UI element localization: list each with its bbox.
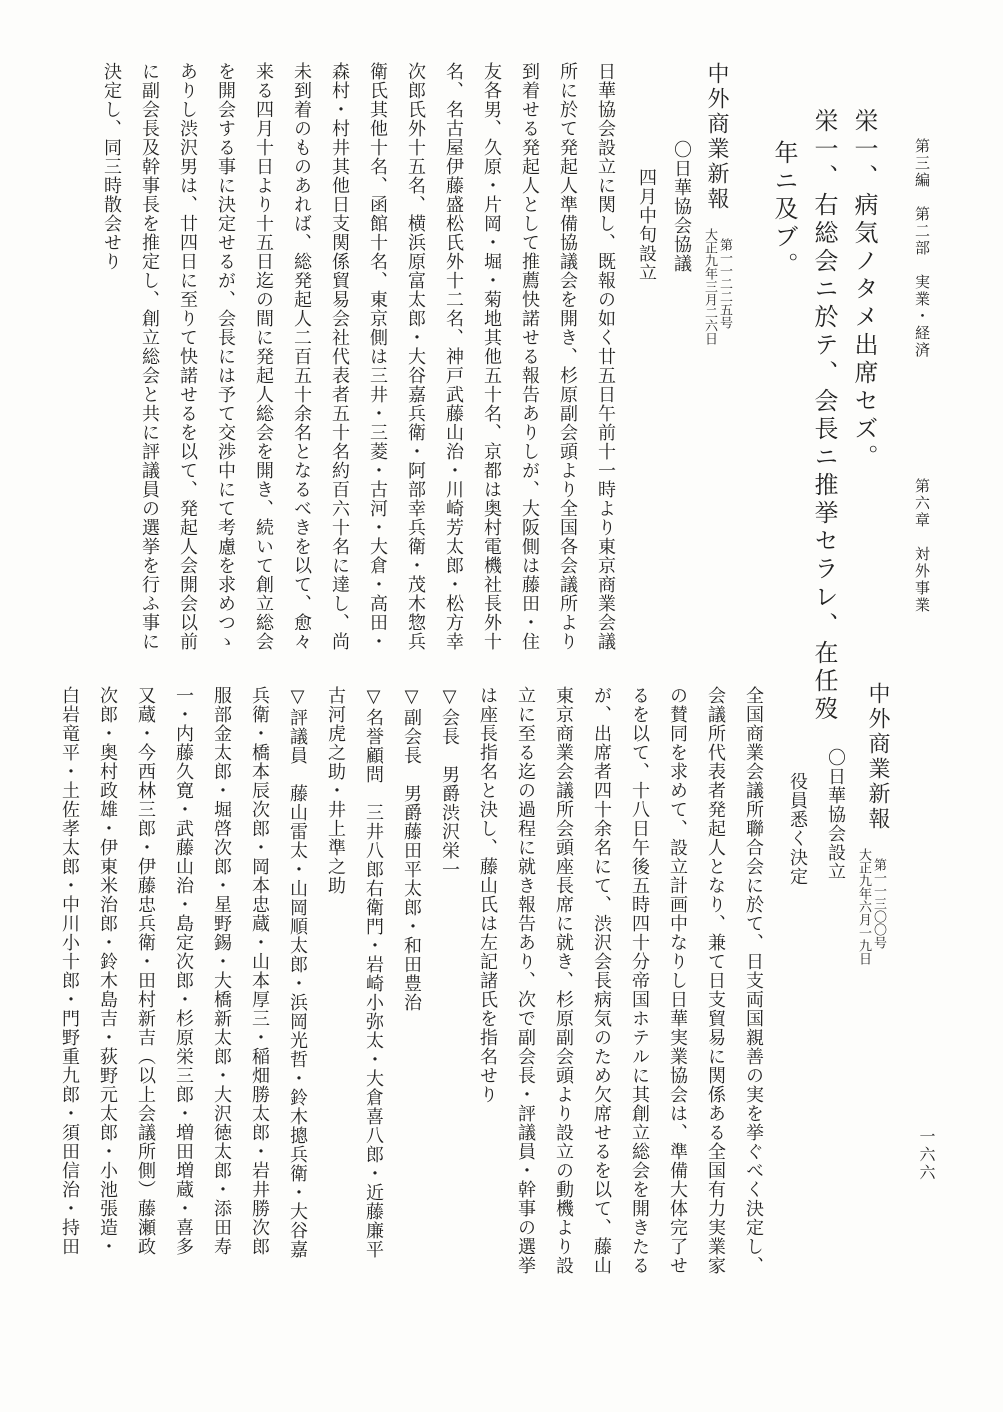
- article2-line: が、出席者四十余名にて、渋沢会長病気のため欠席せるを以て、藤山: [591, 686, 612, 1275]
- article1-headline: 〇日華協会協議: [671, 140, 692, 273]
- article1-line: を開会する事に決定せるが、会長には予て交渉中にて考慮を求めつゝ: [215, 62, 236, 651]
- page-number: 一六六: [917, 1128, 936, 1182]
- article2-subheadline: 役員悉く決定: [787, 772, 808, 886]
- article1-line: 決定し、同三時散会せり: [101, 62, 122, 271]
- article1-line: に副会長及幹事長を推定し、創立総会と共に評議員の選挙を行ふ事に: [139, 62, 160, 651]
- article2-issue-number: 第一一三〇〇号: [871, 858, 886, 949]
- item-line-3: 年ニ及ブ。: [770, 140, 798, 280]
- article1-subheadline: 四月中旬設立: [636, 168, 657, 282]
- article2-line: ▽名誉顧問 三井八郎右衛門・岩崎小弥太・大倉喜八郎・近藤廉平: [363, 686, 384, 1259]
- article2-line: 白岩竜平・土佐孝太郎・中川小十郎・門野重九郎・須田信治・持田: [59, 686, 80, 1256]
- article1-issue-number: 第一一二二五号: [717, 238, 732, 329]
- article1-line: 森村・村井其他日支関係貿易会社代表者五十名約百六十名に達し、尚: [329, 62, 350, 651]
- article1-line: 到着せる発起人として推薦快諾せる報告ありしが、大阪側は藤田・住: [519, 62, 540, 651]
- article2-headline: 〇日華協会設立: [825, 748, 846, 881]
- article2-line: ▽会長 男爵渋沢栄一: [439, 686, 460, 879]
- article2-line: ▽副会長 男爵藤田平太郎・和田豊治: [401, 686, 422, 1012]
- article1-line: 名、名古屋伊藤盛松氏外十二名、神戸武藤山治・川崎芳太郎・松方幸: [443, 62, 464, 651]
- article1-paper-name: 中外商業新報: [704, 62, 729, 212]
- article2-line: 一・内藤久寛・武藤山治・島定次郎・杉原栄三郎・増田増蔵・喜多: [173, 686, 194, 1256]
- article2-line: 東京商業会議所会頭座長席に就き、杉原副会頭より設立の動機より設: [553, 686, 574, 1275]
- article2-line: 又蔵・今西林三郎・伊藤忠兵衛・田村新吉（以上会議所側）藤瀬政: [135, 686, 156, 1256]
- article1-line: 日華協会設立に関し、既報の如く廿五日午前十一時より東京商業会議: [595, 62, 616, 651]
- article2-line: 服部金太郎・堀啓次郎・星野錫・大橋新太郎・大沢徳太郎・添田寿: [211, 686, 232, 1256]
- article2-line: 全国商業会議所聯合会に於て、日支両国親善の実を挙ぐべく決定し、: [743, 686, 764, 1275]
- article1-line: 次郎氏外十五名、横浜原富太郎・大谷嘉兵衛・阿部幸兵衛・茂木惣兵: [405, 62, 426, 651]
- article2-paper-name: 中外商業新報: [865, 682, 890, 832]
- article2-line: 兵衛・橋本辰次郎・岡本忠蔵・山本厚三・稲畑勝太郎・岩井勝次郎: [249, 686, 270, 1256]
- article2-date: 大正九年六月一九日: [856, 848, 871, 965]
- article2-line: 会議所代表者発起人となり、兼て日支貿易に関係ある全国有力実業家: [705, 686, 726, 1275]
- article2-line: の賛同を求めて、設立計画中なりし日華実業協会は、準備大体完了せ: [667, 686, 688, 1275]
- article2-line: 古河虎之助・井上準之助: [325, 686, 346, 895]
- article1-line: 未到着のものあれば、総発起人二百五十余名となるべきを以て、愈々: [291, 62, 312, 651]
- article1-date: 大正九年三月二六日: [702, 228, 717, 345]
- article1-line: 衛氏其他十名、函館十名、東京側は三井・三菱・古河・大倉・高田・: [367, 62, 388, 651]
- item-line-2: 栄一、右総会ニ於テ、会長ニ推挙セラレ、在任歿: [810, 108, 838, 724]
- article2-line: ▽評議員 藤山雷太・山岡順太郎・浜岡光哲・鈴木摠兵衛・大谷嘉: [287, 686, 308, 1259]
- running-header-part: 第三編 第二部 実業・経済: [913, 138, 931, 359]
- running-header-chapter: 第六章 対外事業: [913, 478, 931, 614]
- article2-line: 立に至る迄の過程に就き報告あり、次で副会長・評議員・幹事の選挙: [515, 686, 536, 1275]
- article1-line: 所に於て発起人準備協議会を開き、杉原副会頭より全国各会議所より: [557, 62, 578, 651]
- article2-line: るを以て、十八日午後五時四十分帝国ホテルに其創立総会を開きたる: [629, 686, 650, 1275]
- article2-line: 次郎・奥村政雄・伊東米治郎・鈴木島吉・荻野元太郎・小池張造・: [97, 686, 118, 1256]
- article1-line: 来る四月十日より十五日迄の間に発起人総会を開き、続いて創立総会: [253, 62, 274, 651]
- article1-line: 友各男、久原・片岡・堀・菊地其他五十名、京都は奥村電機社長外十: [481, 62, 502, 651]
- article2-line: は座長指名と決し、藤山氏は左記諸氏を指名せり: [477, 686, 498, 1104]
- item-line-1: 栄一、病気ノタメ出席セズ。: [850, 108, 878, 472]
- article1-line: ありし渋沢男は、廿四日に至りて快諾せるを以て、発起人会開会以前: [177, 62, 198, 651]
